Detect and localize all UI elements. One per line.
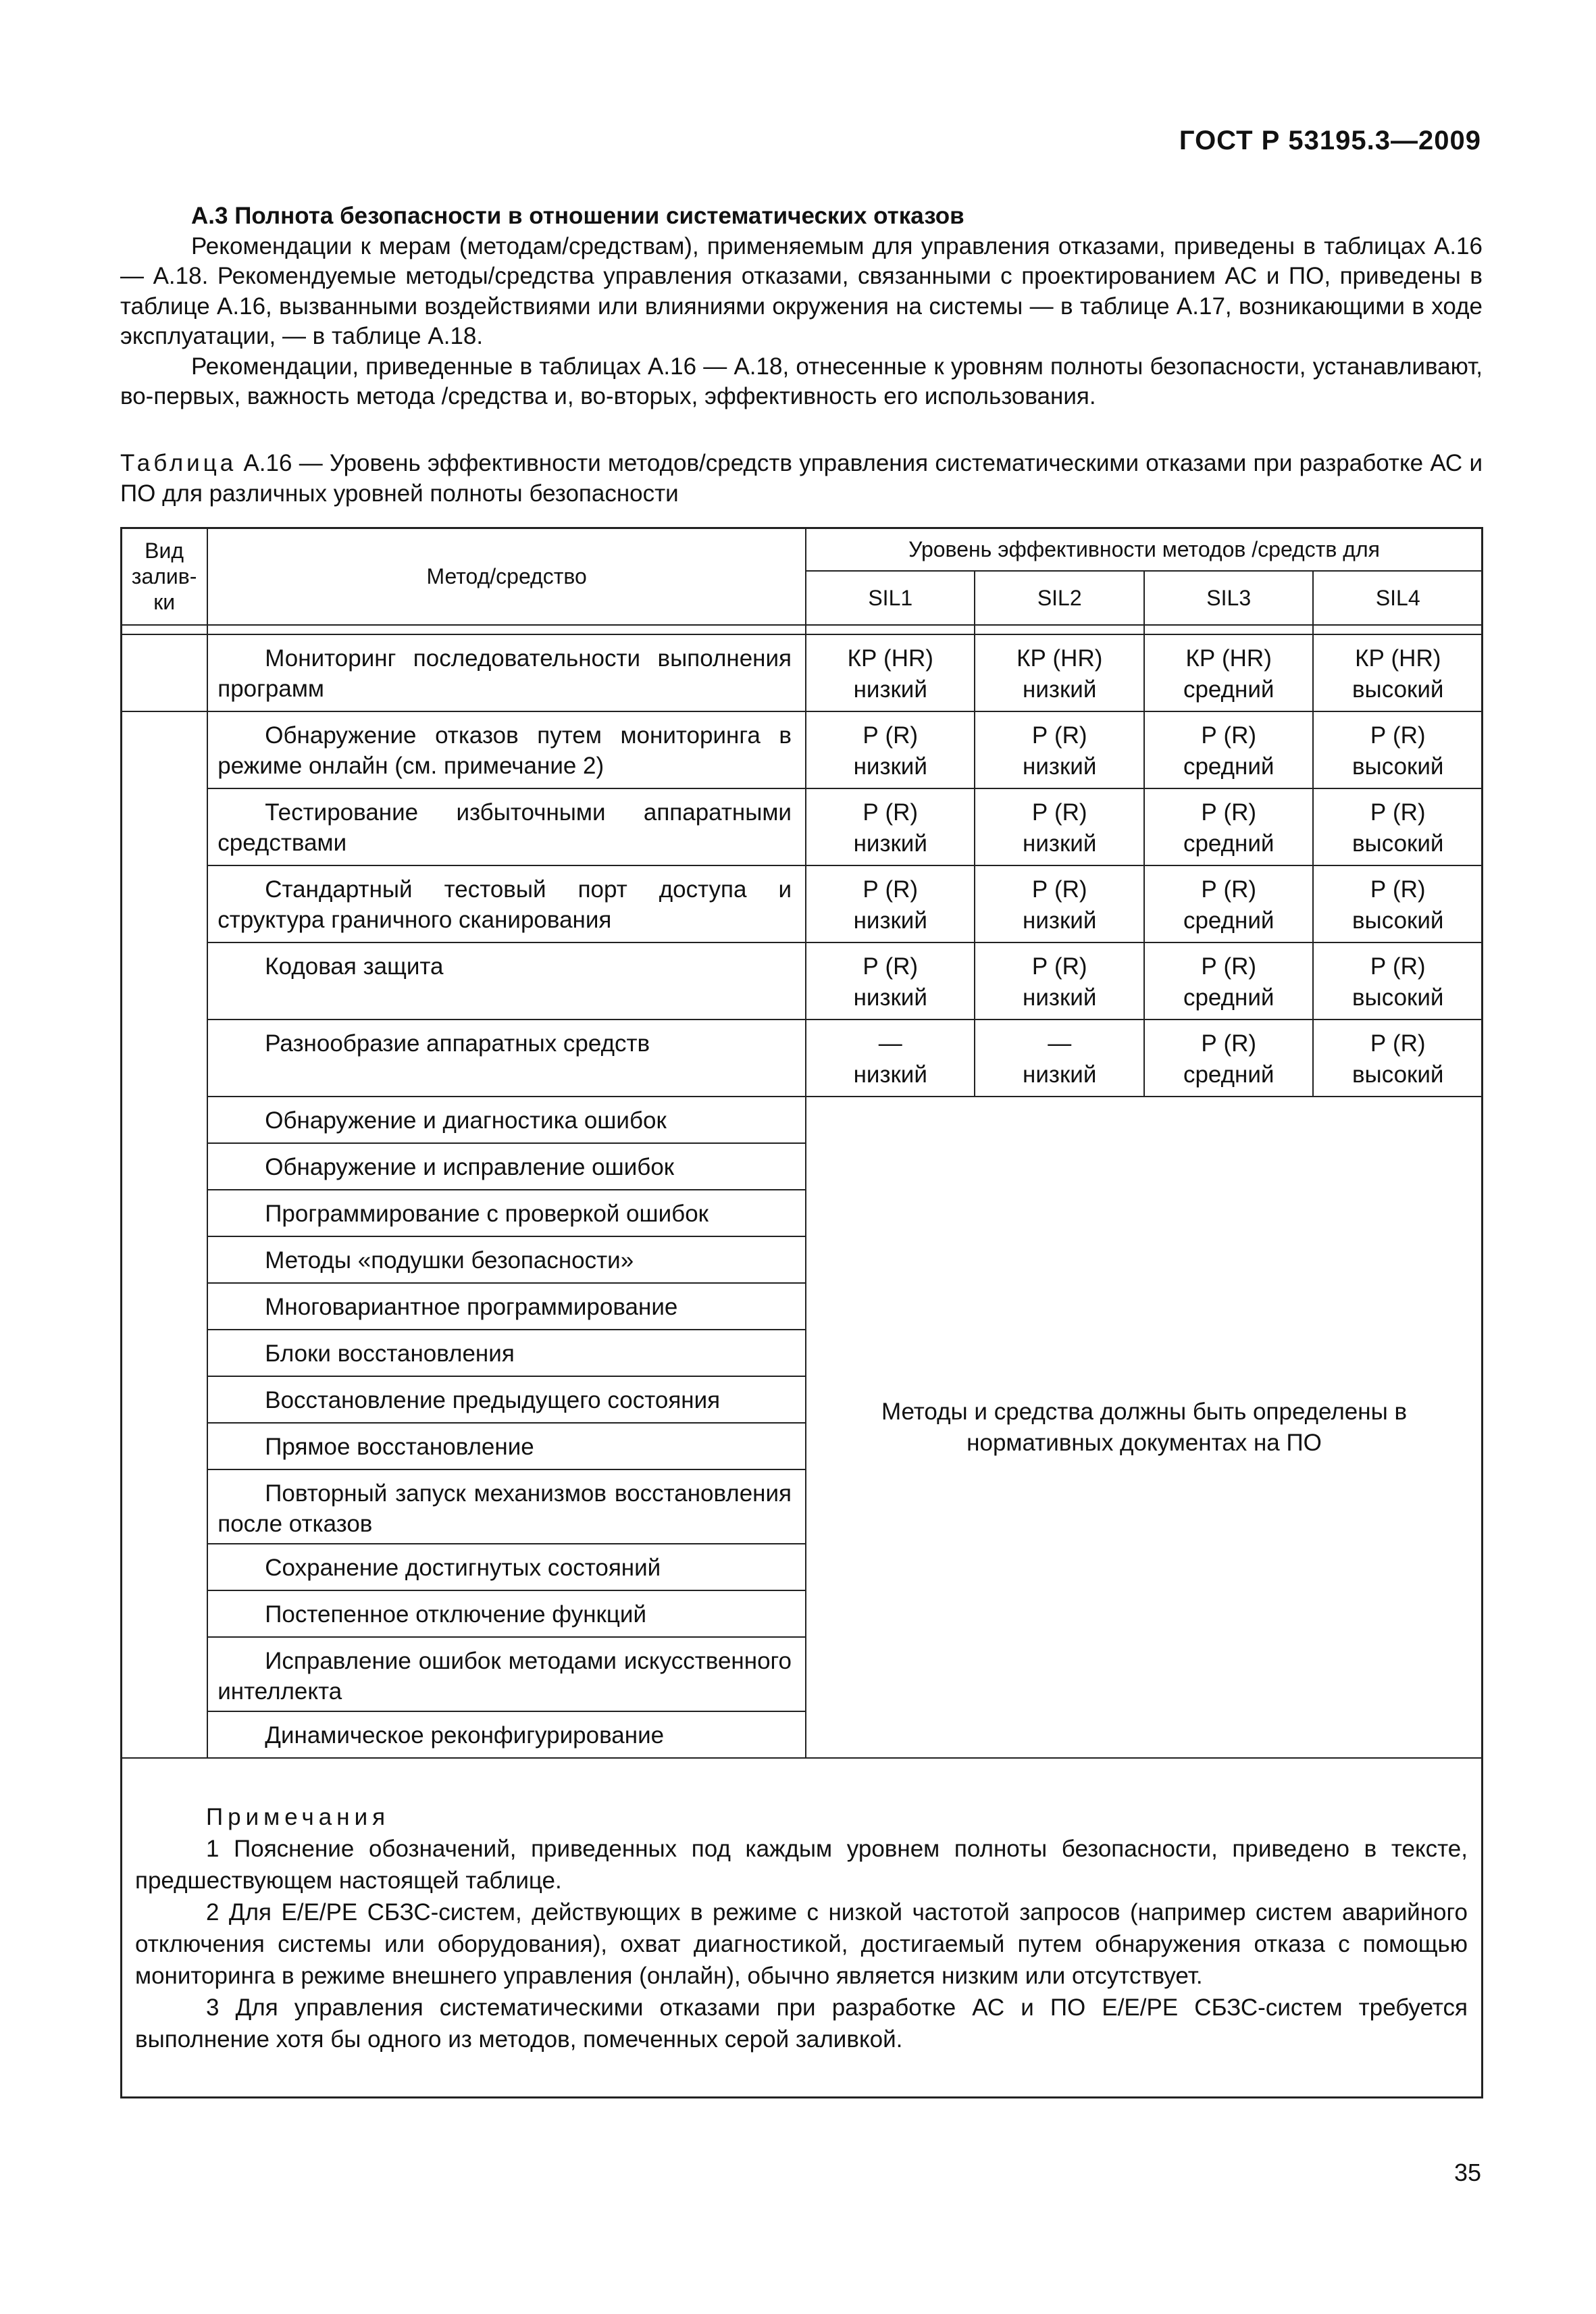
header-fill-type: Вид залив-ки: [121, 528, 207, 625]
sil3-cell: [1144, 1020, 1313, 1097]
table-caption-text: А.16 — Уровень эффективности методов/средств управления систематическими отказами при разработке АС и ПО для различных уровней полноты безопасности: [120, 450, 1483, 507]
table-row: [121, 1020, 1483, 1097]
method-cell: Сохранение достигнутых состояний: [207, 1544, 806, 1590]
sil3-cell: [1144, 942, 1313, 1020]
table-spacer-row: [121, 625, 1483, 634]
sil4-cell: [1313, 942, 1483, 1020]
recommendation: Р (R): [1031, 876, 1087, 903]
recommendation: Р (R): [1201, 722, 1257, 749]
recommendation: КР (HR): [847, 645, 933, 672]
effectiveness: низкий: [1023, 1061, 1097, 1088]
sil4-cell: [1313, 711, 1483, 788]
note-2: 2 Для Е/Е/РЕ СБЗС-систем, действующих в режиме с низкой частотой запросов (например систем аварийного отключения системы или оборудования), охват диагностикой, достигаемый путем обнаружения отказа с помощью мониторинга в режиме внешнего управления (онлайн), обычно является низким или отсутствует.: [135, 1899, 1468, 1989]
note-1: 1 Пояснение обозначений, приведенных под каждым уровнем полноты безопасности, приведено в тексте, предшествующем настоящей таблице.: [135, 1836, 1468, 1894]
method-cell: Восстановление предыдущего состояния: [207, 1376, 806, 1423]
table-row: [121, 788, 1483, 865]
recommendation: Р (R): [1031, 722, 1087, 749]
recommendation: —: [1048, 1030, 1072, 1057]
spacer-cell: [207, 625, 806, 634]
section-paragraph-1: Рекомендации к мерам (методам/средствам), применяемым для управления отказами, приведены в таблицах А.16 — А.18. Рекомендуемые методы/средства управления отказами, связанными с проектированием АС и ПО, приведены в таблице А.16, вызванными воздействиями или влияниями окружения на системы — в таблице А.17, возникающими в ходе эксплуатации, — в таблице А.18.: [120, 232, 1483, 349]
effectiveness: средний: [1183, 830, 1275, 857]
method-cell: Обнаружение отказов путем мониторинга в режиме онлайн (см. примечание 2): [207, 711, 806, 788]
sil3-cell: [1144, 865, 1313, 942]
method-cell: Постепенное отключение функций: [207, 1590, 806, 1637]
effectiveness: низкий: [853, 907, 927, 934]
sil2-cell: [975, 1020, 1143, 1097]
sil1-cell: [806, 1020, 975, 1097]
recommendation: КР (HR): [1016, 645, 1103, 672]
sil2-cell: [975, 942, 1143, 1020]
table-row: [121, 634, 1483, 711]
effectiveness: низкий: [853, 1061, 927, 1088]
effectiveness: низкий: [853, 753, 927, 780]
sil4-cell: [1313, 634, 1483, 711]
method-cell: Обнаружение и исправление ошибок: [207, 1143, 806, 1190]
fill-cell-group: [121, 711, 207, 1758]
sil1-cell: [806, 634, 975, 711]
method-cell: Разнообразие аппаратных средств: [207, 1020, 806, 1097]
section-title: А.3 Полнота безопасности в отношении систематических отказов: [191, 203, 964, 229]
recommendation: Р (R): [863, 799, 919, 826]
recommendation: Р (R): [1370, 876, 1426, 903]
sil4-cell: [1313, 1020, 1483, 1097]
recommendation: Р (R): [1201, 799, 1257, 826]
spacer-cell: [121, 625, 207, 634]
sil2-cell: [975, 711, 1143, 788]
recommendation: Р (R): [1370, 1030, 1426, 1057]
sil1-cell: [806, 942, 975, 1020]
effectiveness: низкий: [853, 676, 927, 703]
table-notes: [120, 1784, 1483, 2055]
header-sil1: SIL1: [806, 571, 975, 625]
sil2-cell: [975, 788, 1143, 865]
recommendation: Р (R): [1031, 799, 1087, 826]
recommendation: Р (R): [1031, 953, 1087, 980]
spacer-cell: [1144, 625, 1313, 634]
method-cell: Динамическое реконфигурирование: [207, 1711, 806, 1758]
document-id: ГОСТ Р 53195.3—2009: [1179, 126, 1481, 155]
table-caption: [120, 449, 1483, 509]
fill-cell: [121, 634, 207, 711]
recommendation: Р (R): [1201, 953, 1257, 980]
table-row: [121, 711, 1483, 788]
header-sil2: SIL2: [975, 571, 1143, 625]
method-cell: Обнаружение и диагностика ошибок: [207, 1097, 806, 1143]
merged-note-cell: Методы и средства должны быть определены в нормативных документах на ПО: [806, 1097, 1483, 1758]
effectiveness: средний: [1183, 753, 1275, 780]
method-cell: Повторный запуск механизмов восстановления после отказов: [207, 1469, 806, 1544]
header-sil3: SIL3: [1144, 571, 1313, 625]
sil1-cell: [806, 788, 975, 865]
header-method: Метод/средство: [207, 528, 806, 625]
page-number: 35: [1453, 2159, 1481, 2186]
note-3: 3 Для управления систематическими отказами при разработке АС и ПО Е/Е/РЕ СБЗС-систем требуется выполнение хотя бы одного из методов, помеченных серой заливкой.: [135, 1994, 1468, 2053]
sil3-cell: [1144, 711, 1313, 788]
effectiveness: низкий: [1023, 984, 1097, 1011]
spacer-cell: [975, 625, 1143, 634]
effectiveness: низкий: [1023, 907, 1097, 934]
header-sil4: SIL4: [1313, 571, 1483, 625]
sil4-cell: [1313, 865, 1483, 942]
sil3-cell: [1144, 788, 1313, 865]
sil1-cell: [806, 865, 975, 942]
effectiveness: средний: [1183, 907, 1275, 934]
effectiveness: высокий: [1352, 753, 1444, 780]
effectiveness: высокий: [1352, 830, 1444, 857]
effectiveness: низкий: [1023, 676, 1097, 703]
table-caption-prefix: Таблица: [120, 450, 237, 476]
recommendation: Р (R): [1370, 722, 1426, 749]
method-cell: Исправление ошибок методами искусственного интеллекта: [207, 1637, 806, 1711]
recommendation: Р (R): [863, 953, 919, 980]
effectiveness: средний: [1183, 984, 1275, 1011]
header-level: Уровень эффективности методов /средств для: [806, 528, 1483, 571]
effectiveness: средний: [1183, 1061, 1275, 1088]
sil2-cell: [975, 634, 1143, 711]
effectiveness: высокий: [1352, 984, 1444, 1011]
effectiveness: высокий: [1352, 676, 1444, 703]
method-cell: Мониторинг последовательности выполнения программ: [207, 634, 806, 711]
recommendation: КР (HR): [1185, 645, 1272, 672]
method-cell: Стандартный тестовый порт доступа и структура граничного сканирования: [207, 865, 806, 942]
recommendation: КР (HR): [1355, 645, 1441, 672]
table-header-row: [121, 528, 1483, 571]
recommendation: Р (R): [1201, 1030, 1257, 1057]
spacer-cell: [806, 625, 975, 634]
section-paragraph-2: Рекомендации, приведенные в таблицах А.16 — А.18, отнесенные к уровням полноты безопасности, устанавливают, во-первых, важность метода /средства и, во-вторых, эффективность его использования.: [120, 353, 1483, 409]
method-cell: Методы «подушки безопасности»: [207, 1236, 806, 1283]
sil1-cell: [806, 711, 975, 788]
table-row: [121, 942, 1483, 1020]
effectiveness: высокий: [1352, 1061, 1444, 1088]
recommendation: Р (R): [1201, 876, 1257, 903]
recommendation: Р (R): [1370, 799, 1426, 826]
method-cell: Прямое восстановление: [207, 1423, 806, 1469]
recommendation: Р (R): [863, 722, 919, 749]
method-cell: Программирование с проверкой ошибок: [207, 1190, 806, 1236]
sil4-cell: [1313, 788, 1483, 865]
table-row: [121, 1097, 1483, 1143]
effectiveness: низкий: [1023, 830, 1097, 857]
method-cell: Многовариантное программирование: [207, 1283, 806, 1330]
effectiveness: низкий: [853, 830, 927, 857]
recommendation: Р (R): [863, 876, 919, 903]
table-row: [121, 865, 1483, 942]
method-cell: Блоки восстановления: [207, 1330, 806, 1376]
recommendation: Р (R): [1370, 953, 1426, 980]
spacer-cell: [1313, 625, 1483, 634]
effectiveness: высокий: [1352, 907, 1444, 934]
effectiveness: низкий: [1023, 753, 1097, 780]
effectiveness-table: [120, 527, 1483, 1759]
notes-title: Примечания: [206, 1804, 390, 1830]
method-cell: Тестирование избыточными аппаратными средствами: [207, 788, 806, 865]
effectiveness: средний: [1183, 676, 1275, 703]
method-cell: Кодовая защита: [207, 942, 806, 1020]
sil2-cell: [975, 865, 1143, 942]
recommendation: —: [878, 1030, 902, 1057]
section-a3: [120, 201, 1483, 412]
sil3-cell: [1144, 634, 1313, 711]
effectiveness: низкий: [853, 984, 927, 1011]
